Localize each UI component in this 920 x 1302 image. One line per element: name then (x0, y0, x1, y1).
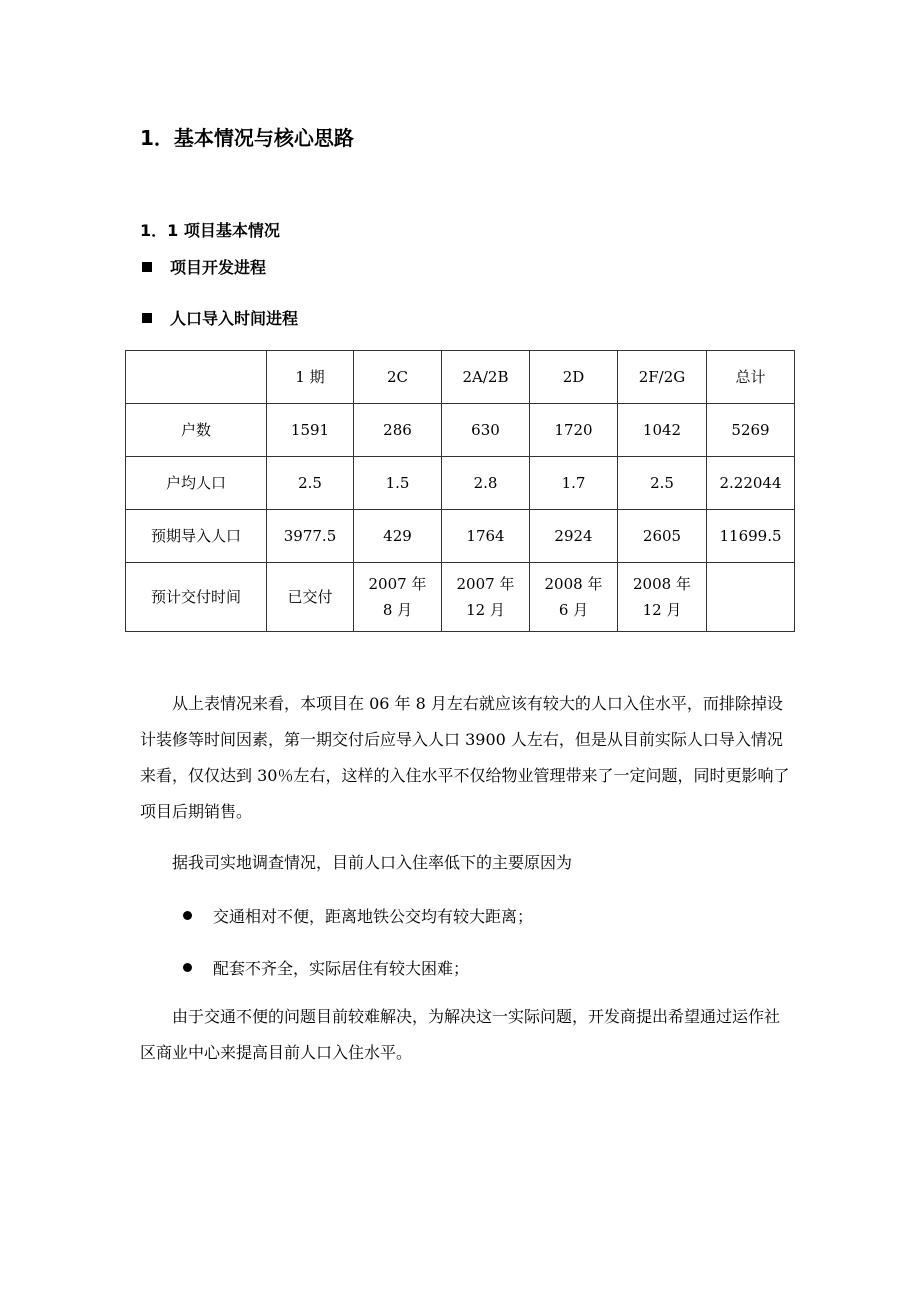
table-cell: 2605 (618, 510, 707, 563)
table-cell: 2007 年 8 月 (354, 563, 442, 632)
table-header-cell (126, 351, 267, 404)
reason-text: 配套不齐全，实际居住有较大困难； (213, 959, 470, 978)
bullet-item-population-timeline (140, 306, 298, 329)
table-cell: 2.8 (442, 457, 530, 510)
square-bullet-icon (142, 313, 152, 323)
table-cell: 1720 (530, 404, 618, 457)
table-header-cell: 2C (354, 351, 442, 404)
table-cell: 1.7 (530, 457, 618, 510)
table-cell (707, 563, 795, 632)
table-row (126, 457, 795, 510)
table-header-cell: 2D (530, 351, 618, 404)
reason-text: 交通相对不便，距离地铁公交均有较大距离； (213, 907, 534, 926)
table-header-row (126, 351, 795, 404)
table-row (126, 404, 795, 457)
subsection-heading: 1．1 项目基本情况 (140, 221, 280, 240)
table-cell: 2.5 (267, 457, 354, 510)
bullet-item-development-progress (140, 255, 266, 278)
square-bullet-icon (142, 262, 152, 272)
table-row-label: 户均人口 (126, 457, 267, 510)
table-cell: 1764 (442, 510, 530, 563)
table-cell: 3977.5 (267, 510, 354, 563)
table-cell: 2007 年 12 月 (442, 563, 530, 632)
table-header-cell: 总计 (707, 351, 795, 404)
bullet-label: 人口导入时间进程 (170, 309, 299, 328)
table-cell: 1591 (267, 404, 354, 457)
table-cell: 11699.5 (707, 510, 795, 563)
table-row-label: 户数 (126, 404, 267, 457)
table-cell: 5269 (707, 404, 795, 457)
table-row (126, 563, 795, 632)
table-row-label: 预期导入人口 (126, 510, 267, 563)
dot-bullet-icon (183, 963, 192, 972)
table-cell: 2924 (530, 510, 618, 563)
table-cell: 2008 年 6 月 (530, 563, 618, 632)
table-cell: 2.22044 (707, 457, 795, 510)
survey-paragraph: 据我司实地调查情况，目前人口入住率低下的主要原因为 (172, 853, 573, 872)
table-header-cell: 2A/2B (442, 351, 530, 404)
table-cell: 已交付 (267, 563, 354, 632)
table-row-label: 预计交付时间 (126, 563, 267, 632)
table-header-cell: 1 期 (267, 351, 354, 404)
table-cell: 286 (354, 404, 442, 457)
table-header-cell: 2F/2G (618, 351, 707, 404)
dot-bullet-icon (183, 911, 192, 920)
table-cell: 429 (354, 510, 442, 563)
table-cell: 1042 (618, 404, 707, 457)
table-row (126, 510, 795, 563)
table-cell: 1.5 (354, 457, 442, 510)
table-cell: 2008 年 12 月 (618, 563, 707, 632)
section-heading: 1．基本情况与核心思路 (140, 126, 354, 150)
reason-item-facilities (183, 956, 469, 979)
table-cell: 2.5 (618, 457, 707, 510)
table-cell: 630 (442, 404, 530, 457)
reason-item-transport (183, 904, 533, 927)
analysis-paragraph: 从上表情况来看，本项目在 06 年 8 月左右就应该有较大的人口入住水平，而排除掉设计装修等时间因素，第一期交付后应导入人口 3900 人左右，但是从目前实际人口导入情况来看，仅仅达到 30％左右，这样的入住水平不仅给物业管理带来了一定问题，同时更影响了项目后期销售。 (140, 694, 790, 821)
closing-paragraph: 由于交通不便的问题目前较难解决，为解决这一实际问题，开发商提出希望通过运作社区商业中心来提高目前人口入住水平。 (140, 1007, 781, 1062)
bullet-label: 项目开发进程 (170, 258, 267, 277)
population-table (125, 350, 795, 632)
